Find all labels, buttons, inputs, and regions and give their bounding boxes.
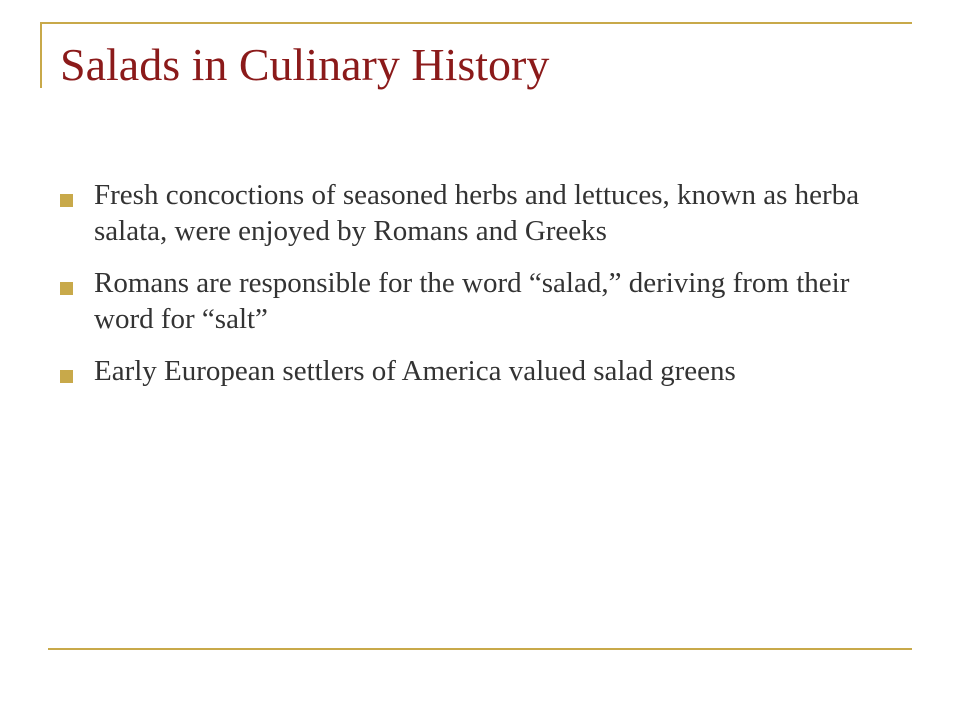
bullet-text: Fresh concoctions of seasoned herbs and lettuces, known as herba salata, were enjoyed by Romans and Greeks [94, 179, 860, 247]
square-bullet-icon [60, 370, 73, 383]
bullet-item [60, 354, 880, 390]
bullet-item [60, 178, 880, 250]
top-rule [40, 22, 912, 24]
bullet-list [60, 178, 880, 406]
bottom-rule [48, 648, 912, 650]
slide-title: Salads in Culinary History [60, 39, 550, 90]
bullet-text: Romans are responsible for the word “salad,” deriving from their word for “salt” [94, 266, 850, 335]
bullet-item [60, 266, 880, 338]
left-rule [40, 22, 42, 88]
bullet-text: Early European settlers of America valued salad greens [94, 354, 736, 387]
square-bullet-icon [60, 282, 73, 295]
square-bullet-icon [60, 194, 73, 207]
